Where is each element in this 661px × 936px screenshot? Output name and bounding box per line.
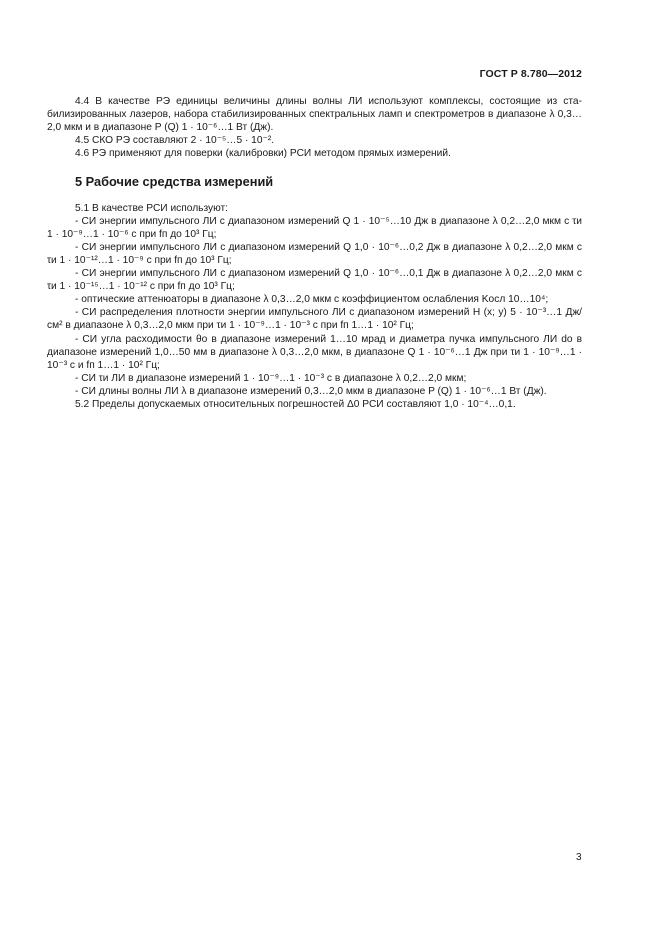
section-5-title: 5 Рабочие средства измерений (75, 174, 274, 190)
page-number: 3 (576, 852, 582, 863)
paragraph-5-2: 5.2 Пределы допускаемых относительных погрешностей Δ0 РСИ составляют 1,0 · 10⁻⁴…0,1. (75, 398, 516, 410)
list-item: - СИ энергии импульсного ЛИ с диапазоном измерений Q 1,0 · 10⁻⁶…0,2 Дж в диапазоне λ 0,2…2,0 мкм с τи 1 · 10⁻¹²…1 · 10⁻⁹ с при fп до 10³ Гц; (47, 241, 582, 266)
paragraph-4-5: 4.5 СКО РЭ составляют 2 · 10⁻⁵…5 · 10⁻². (75, 135, 275, 147)
paragraph-5-1: 5.1 В качестве РСИ используют: (75, 202, 229, 214)
paragraph-4-6: 4.6 РЭ применяют для поверки (калибровки) РСИ методом прямых измерений. (75, 148, 451, 160)
list-item: - СИ энергии импульсного ЛИ с диапазоном измерений Q 1,0 · 10⁻⁶…0,1 Дж в диапазоне λ 0,2…2,0 мкм с τи 1 · 10⁻¹⁵…1 · 10⁻¹² с при fп до 10³ Гц; (47, 268, 582, 293)
paragraph-4-4: 4.4 В качестве РЭ единицы величины длины волны ЛИ используют комплексы, состоящие из стабилизированных лазеров, набора стабилизированных спектральных ламп и спектрометров в диапазоне λ 0,3…2,0 мкм и в диапазоне P (Q) 1 · 10⁻⁶…1 Вт (Дж). (47, 96, 582, 134)
document-header: ГОСТ Р 8.780—2012 (479, 68, 582, 80)
list-item: - СИ длины волны ЛИ λ в диапазоне измерений 0,3…2,0 мкм в диапазоне P (Q) 1 · 10⁻⁶…1 Вт (Дж). (75, 385, 547, 397)
list-item: - СИ энергии импульсного ЛИ с диапазоном измерений Q 1 · 10⁻⁵…10 Дж в диапазоне λ 0,2…2,0 мкм с τи 1 · 10⁻⁹…1 · 10⁻⁶ с при fп до 10³ Гц; (47, 215, 582, 240)
document-body (47, 95, 582, 411)
list-item: - СИ угла расходимости θо в диапазоне измерений 1…10 мрад и диаметра пучка импульсного ЛИ dо в диапазоне измерений 1,0…50 мм в диапазоне λ 0,3…2,0 мкм, в диапазоне Q 1 · 10⁻⁶…1 Дж при τи 1 · 10⁻⁹…1 · 10⁻³ с и fп 1…1 · 10² Гц; (47, 333, 582, 371)
list-item: - СИ распределения плотности энергии импульсного ЛИ с диапазоном измерений H (x; y) 5 · 10⁻³…1 Дж/см² в диапазоне λ 0,3…2,0 мкм при τи 1 · 10⁻⁹…1 · 10⁻³ с при fп 1…1 · 10² Гц; (47, 307, 582, 332)
list-item: - оптические аттенюаторы в диапазоне λ 0,3…2,0 мкм с коэффициентом ослабления Kосл 10…10⁴; (75, 294, 549, 306)
list-item: - СИ τи ЛИ в диапазоне измерений 1 · 10⁻⁹…1 · 10⁻³ с в диапазоне λ 0,2…2,0 мкм; (75, 372, 467, 384)
